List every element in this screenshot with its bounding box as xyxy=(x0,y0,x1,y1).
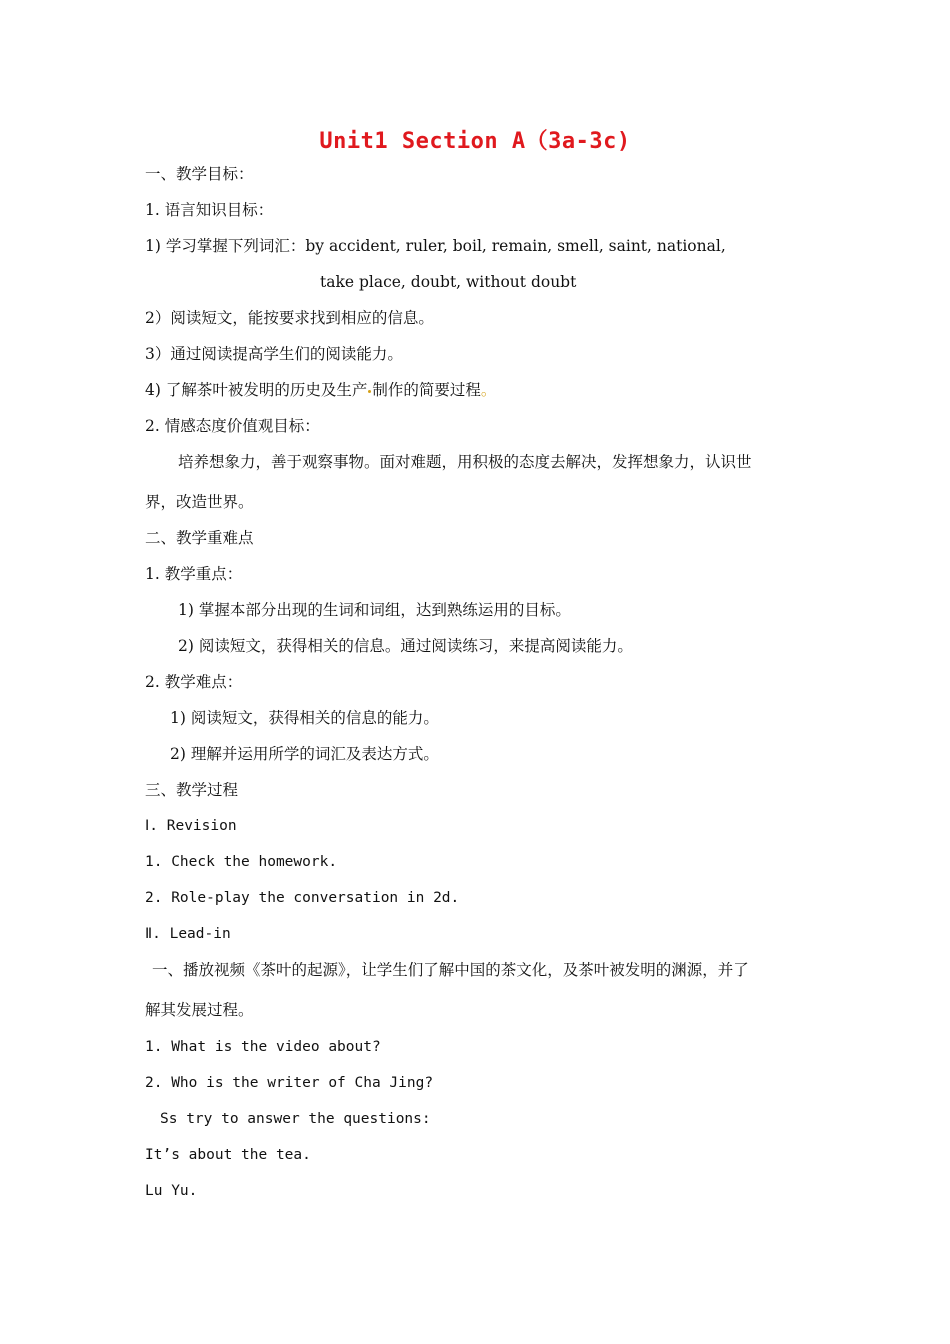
subheading-language-goals: 1. 语言知识目标： xyxy=(145,201,274,219)
answer-2: Lu Yu. xyxy=(145,1183,198,1199)
answer-instruction: Ss try to answer the questions: xyxy=(160,1111,431,1127)
lead-in-paragraph-line1: 一、播放视频《茶叶的起源》，让学生们了解中国的茶文化，及茶叶被发明的渊源，并了 xyxy=(152,961,749,979)
vocab-line: 1) 学习掌握下列词汇：by accident, ruler, boil, remain, smell, saint, national, xyxy=(145,237,726,255)
section-heading-goals: 一、教学目标： xyxy=(145,165,254,183)
lead-in-paragraph-line2: 解其发展过程。 xyxy=(145,1001,254,1019)
key-point-2: 2) 阅读短文，获得相关的信息。通过阅读练习，来提高阅读能力。 xyxy=(178,637,633,655)
goal-item-4: 4) 了解茶叶被发明的历史及生产 制作的简要过程。 xyxy=(145,381,497,399)
step-revision: Ⅰ. Revision xyxy=(145,818,237,834)
goal-item-4-part1: 4) 了解茶叶被发明的历史及生产 xyxy=(145,381,368,399)
question-2: 2. Who is the writer of Cha Jing? xyxy=(145,1075,434,1091)
subheading-key-points: 1. 教学重点： xyxy=(145,565,243,583)
subheading-emotion-goals: 2. 情感态度价值观目标： xyxy=(145,417,320,435)
revision-item-2: 2. Role-play the conversation in 2d. xyxy=(145,890,460,906)
vocab-line-continued: take place, doubt, without doubt xyxy=(320,273,577,291)
question-1: 1. What is the video about? xyxy=(145,1039,381,1055)
revision-item-1: 1. Check the homework. xyxy=(145,854,338,870)
subheading-difficulties: 2. 教学难点： xyxy=(145,673,243,691)
goal-item-2: 2）阅读短文，能按要求找到相应的信息。 xyxy=(145,309,434,327)
mark-dot xyxy=(368,390,371,393)
key-point-1: 1) 掌握本部分出现的生词和词组，达到熟练运用的目标。 xyxy=(178,601,571,619)
section-heading-key-points: 二、教学重难点 xyxy=(145,529,254,547)
difficulty-2: 2) 理解并运用所学的词汇及表达方式。 xyxy=(170,745,439,763)
answer-1: It’s about the tea. xyxy=(145,1147,311,1163)
goal-item-3: 3）通过阅读提高学生们的阅读能力。 xyxy=(145,345,403,363)
goal-item-4-part2: 制作的简要过程 xyxy=(372,381,481,399)
difficulty-1: 1) 阅读短文，获得相关的信息的能力。 xyxy=(170,709,439,727)
step-lead-in: Ⅱ. Lead-in xyxy=(145,926,231,942)
emotion-paragraph-line2: 界，改造世界。 xyxy=(145,493,254,511)
document-title: Unit1 Section A（3a-3c) xyxy=(319,129,631,154)
emotion-paragraph-line1: 培养想象力，善于观察事物。面对难题，用积极的态度去解决，发挥想象力，认识世 xyxy=(178,453,752,471)
section-heading-process: 三、教学过程 xyxy=(145,781,239,799)
